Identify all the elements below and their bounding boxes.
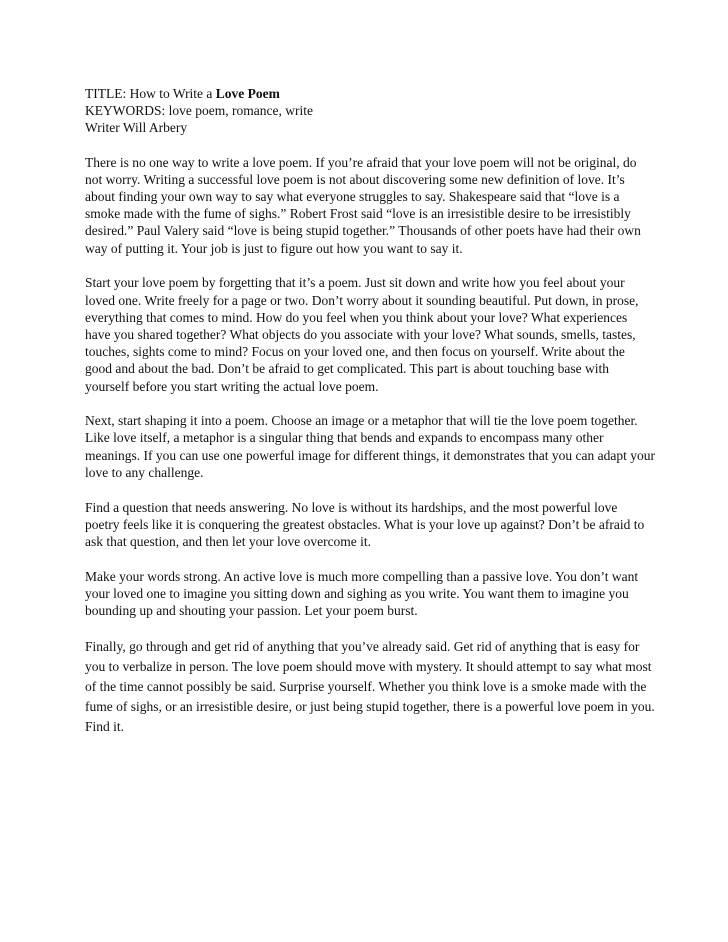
- paragraph-shape: Next, start shaping it into a poem. Choose an image or a metaphor that will tie the love poem together. Like love itself, a metaphor is a singular thing that bends and expands to encompass many other meanings. If you can use one powerful image for different things, it demonstrates that you can adapt your love to any challenge.: [85, 413, 655, 480]
- paragraph-start: Start your love poem by forgetting that it’s a poem. Just sit down and write how you feel about your loved one. Write freely for a page or two. Don’t worry about it sounding beautiful. Put down, in prose, everything that comes to mind. How do you feel when you think about your love? What experiences have you shared together? What objects do you associate with your love? What sounds, smells, tastes, touches, sights come to mind? Focus on your loved one, and then focus on yourself. Write about the good and about the bad. Don’t be afraid to get complicated. This part is about touching base with yourself before you start writing the actual love poem.: [85, 275, 639, 394]
- title-line: [85, 85, 655, 102]
- paragraph-question: Find a question that needs answering. No love is without its hardships, and the most powerful love poetry feels like it is conquering the greatest obstacles. What is your love up against? Don’t be afraid to ask that question, and then let your love overcome it.: [85, 499, 645, 549]
- document-header: [85, 85, 655, 137]
- title-bold: Love Poem: [215, 86, 280, 101]
- keywords-line: KEYWORDS: love poem, romance, write: [85, 103, 313, 119]
- writer-line: Writer Will Arbery: [85, 120, 188, 136]
- paragraph-intro: There is no one way to write a love poem. If you’re afraid that your love poem will not be original, do not worry. Writing a successful love poem is not about discovering some new definition of love. It’s about finding your own way to say what everyone struggles to say. Shakespeare said that “love is a smoke made with the fume of sighs.” Robert Frost said “love is an irresistible desire to be irresistibly desired.” Paul Valery said “love is being stupid together.” Thousands of other poets have had their own way of putting it. Your job is just to figure out how you want to say it.: [85, 154, 641, 256]
- document-page: [85, 85, 655, 754]
- title-prefix: TITLE: How to Write a: [85, 86, 216, 101]
- paragraph-finally: Finally, go through and get rid of anything that you’ve already said. Get rid of anything that is easy for you to verbalize in person. The love poem should move with mystery. It should attempt to say what most of the time cannot possibly be said. Surprise yourself. Whether you think love is a smoke made with the fume of sighs, or an irresistible desire, or just being stupid together, there is a powerful love poem in you. Find it.: [85, 638, 655, 734]
- paragraph-strong: Make your words strong. An active love is much more compelling than a passive love. You don’t want your loved one to imagine you sitting down and sighing as you write. You want them to imagine you bounding up and shouting your passion. Let your poem burst.: [85, 568, 639, 619]
